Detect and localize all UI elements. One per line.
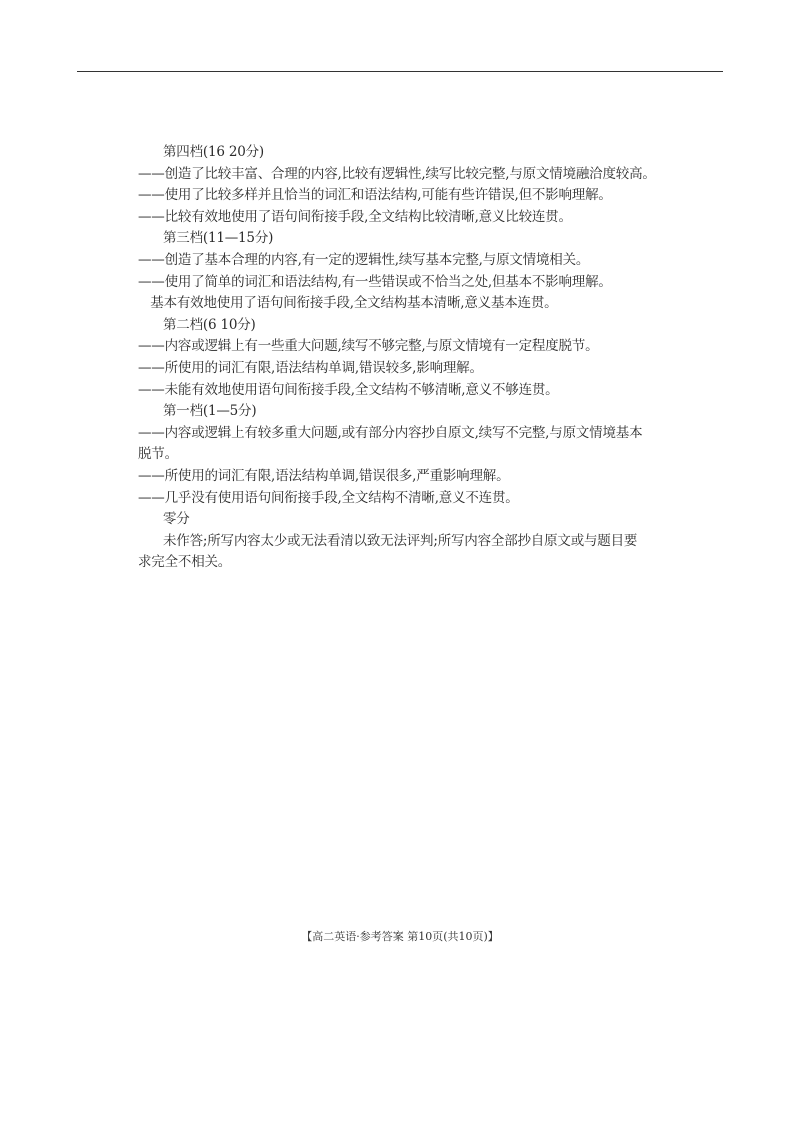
level-4-item: ——比较有效地使用了语句间衔接手段,全文结构比较清晰,意义比较连贯。 xyxy=(138,208,572,225)
level-4-item: ——创造了比较丰富、合理的内容,比较有逻辑性,续写比较完整,与原文情境融洽度较高。 xyxy=(138,165,656,182)
level-1-item: ——所使用的词汇有限,语法结构单调,错误很多,严重影响理解。 xyxy=(138,467,510,484)
zero-score-heading: 零分 xyxy=(163,511,190,528)
level-3-heading: 第三档(11—15分) xyxy=(163,230,274,247)
level-3-item: ——创造了基本合理的内容,有一定的逻辑性,续写基本完整,与原文情境相关。 xyxy=(138,251,590,268)
level-1-item: ——内容或逻辑上有较多重大问题,或有部分内容抄自原文,续写不完整,与原文情境基本脱节。 xyxy=(138,424,643,463)
level-1-item: ——几乎没有使用语句间衔接手段,全文结构不清晰,意义不连贯。 xyxy=(138,489,519,506)
level-2-item: ——内容或逻辑上有一些重大问题,续写不够完整,与原文情境有一定程度脱节。 xyxy=(138,338,599,355)
level-2-heading: 第二档(6 10分) xyxy=(163,316,256,333)
header-rule xyxy=(77,71,723,72)
level-4-item: ——使用了比较多样并且恰当的词汇和语法结构,可能有些许错误,但不影响理解。 xyxy=(138,187,612,204)
zero-score-description: 未作答;所写内容太少或无法看清以致无法评判;所写内容全部抄自原文或与题目要求完全不相关。 xyxy=(138,532,638,571)
level-4-heading: 第四档(16 20分) xyxy=(163,144,264,160)
level-1-heading: 第一档(1—5分) xyxy=(163,403,257,420)
level-3-item: ——使用了简单的词汇和语法结构,有一些错误或不恰当之处,但基本不影响理解。 xyxy=(138,273,612,290)
level-3-item: 基本有效地使用了语句间衔接手段,全文结构基本清晰,意义基本连贯。 xyxy=(138,295,558,312)
level-2-item: ——所使用的词汇有限,语法结构单调,错误较多,影响理解。 xyxy=(138,359,483,376)
level-2-item: ——未能有效地使用语句间衔接手段,全文结构不够清晰,意义不够连贯。 xyxy=(138,381,559,398)
page-footer: 【高二英语·参考答案 第10页(共10页)】 xyxy=(301,930,499,943)
scoring-rubric xyxy=(138,142,668,574)
